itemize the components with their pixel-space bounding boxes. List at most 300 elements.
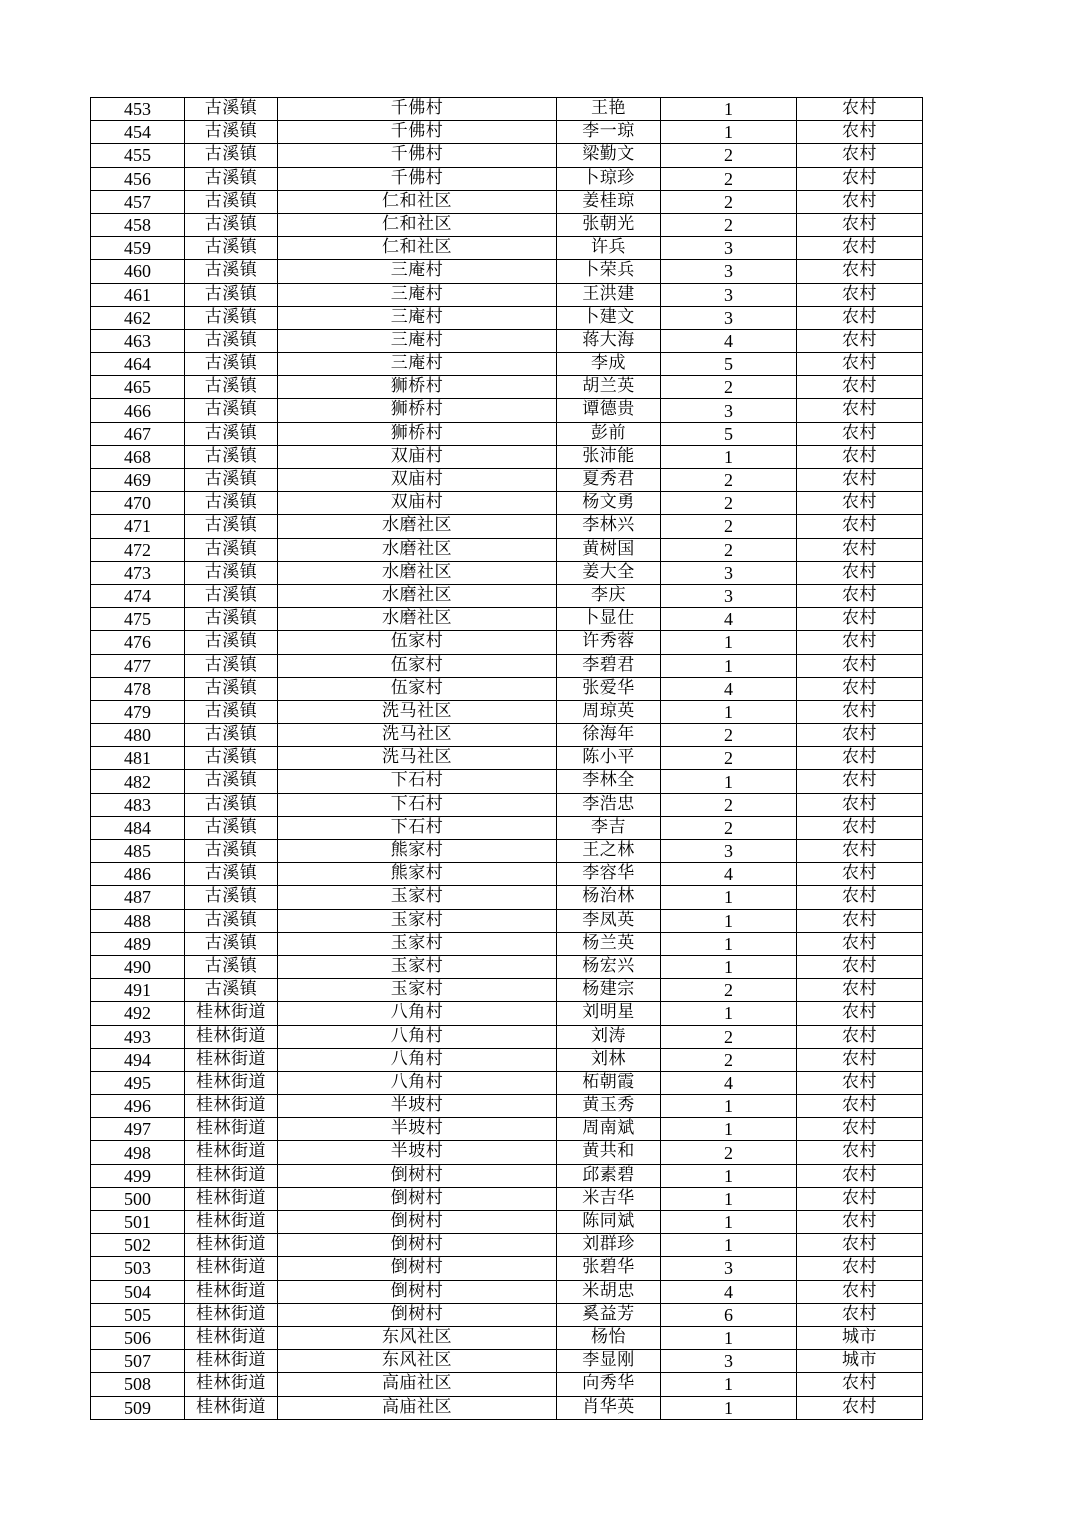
town-cell: 古溪镇 xyxy=(185,538,278,561)
town-cell: 古溪镇 xyxy=(185,631,278,654)
village-cell: 倒树村 xyxy=(278,1303,557,1326)
area-type-cell: 农村 xyxy=(797,1303,923,1326)
person-name-cell: 奚益芳 xyxy=(557,1303,661,1326)
household-count-cell: 4 xyxy=(661,329,797,352)
person-name-cell: 李吉 xyxy=(557,816,661,839)
village-cell: 倒树村 xyxy=(278,1234,557,1257)
person-name-cell: 姜桂琼 xyxy=(557,190,661,213)
village-cell: 下石村 xyxy=(278,770,557,793)
village-cell: 伍家村 xyxy=(278,654,557,677)
area-type-cell: 农村 xyxy=(797,863,923,886)
town-cell: 桂林街道 xyxy=(185,1095,278,1118)
town-cell: 桂林街道 xyxy=(185,1257,278,1280)
area-type-cell: 农村 xyxy=(797,515,923,538)
table-row xyxy=(91,770,923,793)
town-cell: 古溪镇 xyxy=(185,932,278,955)
area-type-cell: 农村 xyxy=(797,793,923,816)
area-type-cell: 农村 xyxy=(797,840,923,863)
person-name-cell: 李林全 xyxy=(557,770,661,793)
row-number-cell: 506 xyxy=(91,1326,185,1349)
household-count-cell: 4 xyxy=(661,863,797,886)
town-cell: 古溪镇 xyxy=(185,492,278,515)
village-cell: 水磨社区 xyxy=(278,561,557,584)
village-cell: 熊家村 xyxy=(278,840,557,863)
row-number-cell: 496 xyxy=(91,1095,185,1118)
row-number-cell: 474 xyxy=(91,584,185,607)
table-row xyxy=(91,1141,923,1164)
person-name-cell: 刘林 xyxy=(557,1048,661,1071)
area-type-cell: 农村 xyxy=(797,1025,923,1048)
person-name-cell: 刘明星 xyxy=(557,1002,661,1025)
table-row xyxy=(91,677,923,700)
table-row xyxy=(91,1164,923,1187)
area-type-cell: 农村 xyxy=(797,724,923,747)
row-number-cell: 454 xyxy=(91,121,185,144)
table-row xyxy=(91,561,923,584)
row-number-cell: 480 xyxy=(91,724,185,747)
household-count-cell: 2 xyxy=(661,724,797,747)
town-cell: 桂林街道 xyxy=(185,1002,278,1025)
row-number-cell: 495 xyxy=(91,1071,185,1094)
person-name-cell: 彭前 xyxy=(557,422,661,445)
table-row xyxy=(91,840,923,863)
household-count-cell: 1 xyxy=(661,1095,797,1118)
person-name-cell: 李浩忠 xyxy=(557,793,661,816)
village-cell: 洗马社区 xyxy=(278,747,557,770)
row-number-cell: 476 xyxy=(91,631,185,654)
household-count-cell: 2 xyxy=(661,469,797,492)
town-cell: 古溪镇 xyxy=(185,399,278,422)
area-type-cell: 农村 xyxy=(797,144,923,167)
village-cell: 八角村 xyxy=(278,1048,557,1071)
household-count-cell: 2 xyxy=(661,1025,797,1048)
area-type-cell: 农村 xyxy=(797,700,923,723)
table-row xyxy=(91,492,923,515)
row-number-cell: 487 xyxy=(91,886,185,909)
town-cell: 古溪镇 xyxy=(185,584,278,607)
table-row xyxy=(91,909,923,932)
village-cell: 倒树村 xyxy=(278,1280,557,1303)
town-cell: 古溪镇 xyxy=(185,445,278,468)
town-cell: 古溪镇 xyxy=(185,469,278,492)
household-count-cell: 1 xyxy=(661,770,797,793)
table-row xyxy=(91,1303,923,1326)
household-count-cell: 3 xyxy=(661,584,797,607)
household-count-cell: 3 xyxy=(661,561,797,584)
town-cell: 桂林街道 xyxy=(185,1396,278,1419)
village-cell: 倒树村 xyxy=(278,1187,557,1210)
household-count-cell: 2 xyxy=(661,213,797,236)
village-cell: 半坡村 xyxy=(278,1095,557,1118)
household-count-cell: 1 xyxy=(661,700,797,723)
row-number-cell: 456 xyxy=(91,167,185,190)
person-name-cell: 米胡忠 xyxy=(557,1280,661,1303)
area-type-cell: 城市 xyxy=(797,1326,923,1349)
table-row xyxy=(91,445,923,468)
row-number-cell: 500 xyxy=(91,1187,185,1210)
village-cell: 倒树村 xyxy=(278,1164,557,1187)
town-cell: 古溪镇 xyxy=(185,979,278,1002)
village-cell: 玉家村 xyxy=(278,955,557,978)
town-cell: 桂林街道 xyxy=(185,1025,278,1048)
area-type-cell: 农村 xyxy=(797,677,923,700)
village-cell: 水磨社区 xyxy=(278,584,557,607)
person-name-cell: 柘朝霞 xyxy=(557,1071,661,1094)
household-count-cell: 2 xyxy=(661,1141,797,1164)
household-count-cell: 1 xyxy=(661,886,797,909)
area-type-cell: 农村 xyxy=(797,955,923,978)
row-number-cell: 473 xyxy=(91,561,185,584)
area-type-cell: 农村 xyxy=(797,445,923,468)
area-type-cell: 农村 xyxy=(797,213,923,236)
row-number-cell: 486 xyxy=(91,863,185,886)
table-row xyxy=(91,1048,923,1071)
town-cell: 桂林街道 xyxy=(185,1326,278,1349)
area-type-cell: 农村 xyxy=(797,1234,923,1257)
row-number-cell: 459 xyxy=(91,237,185,260)
town-cell: 古溪镇 xyxy=(185,144,278,167)
person-name-cell: 徐海年 xyxy=(557,724,661,747)
person-name-cell: 刘群珍 xyxy=(557,1234,661,1257)
household-count-cell: 5 xyxy=(661,353,797,376)
town-cell: 桂林街道 xyxy=(185,1071,278,1094)
area-type-cell: 农村 xyxy=(797,1002,923,1025)
row-number-cell: 491 xyxy=(91,979,185,1002)
table-row xyxy=(91,376,923,399)
area-type-cell: 农村 xyxy=(797,886,923,909)
town-cell: 古溪镇 xyxy=(185,376,278,399)
town-cell: 古溪镇 xyxy=(185,654,278,677)
village-cell: 伍家村 xyxy=(278,631,557,654)
household-count-cell: 1 xyxy=(661,1373,797,1396)
table-row xyxy=(91,1118,923,1141)
table-row xyxy=(91,1373,923,1396)
town-cell: 古溪镇 xyxy=(185,213,278,236)
person-name-cell: 李显刚 xyxy=(557,1350,661,1373)
village-cell: 八角村 xyxy=(278,1025,557,1048)
table-row xyxy=(91,654,923,677)
village-cell: 千佛村 xyxy=(278,98,557,121)
town-cell: 桂林街道 xyxy=(185,1234,278,1257)
person-name-cell: 张碧华 xyxy=(557,1257,661,1280)
village-cell: 玉家村 xyxy=(278,886,557,909)
village-cell: 玉家村 xyxy=(278,979,557,1002)
row-number-cell: 475 xyxy=(91,608,185,631)
person-name-cell: 黄玉秀 xyxy=(557,1095,661,1118)
household-count-cell: 2 xyxy=(661,538,797,561)
person-name-cell: 黄树国 xyxy=(557,538,661,561)
person-name-cell: 李庆 xyxy=(557,584,661,607)
town-cell: 古溪镇 xyxy=(185,793,278,816)
row-number-cell: 497 xyxy=(91,1118,185,1141)
row-number-cell: 458 xyxy=(91,213,185,236)
person-name-cell: 张朝光 xyxy=(557,213,661,236)
household-count-cell: 2 xyxy=(661,376,797,399)
village-cell: 八角村 xyxy=(278,1002,557,1025)
town-cell: 古溪镇 xyxy=(185,98,278,121)
village-cell: 熊家村 xyxy=(278,863,557,886)
household-count-cell: 1 xyxy=(661,932,797,955)
village-cell: 三庵村 xyxy=(278,283,557,306)
table-row xyxy=(91,213,923,236)
household-count-cell: 2 xyxy=(661,144,797,167)
village-cell: 千佛村 xyxy=(278,144,557,167)
row-number-cell: 461 xyxy=(91,283,185,306)
row-number-cell: 464 xyxy=(91,353,185,376)
person-name-cell: 王洪建 xyxy=(557,283,661,306)
person-name-cell: 蒋大海 xyxy=(557,329,661,352)
town-cell: 古溪镇 xyxy=(185,886,278,909)
town-cell: 古溪镇 xyxy=(185,260,278,283)
row-number-cell: 479 xyxy=(91,700,185,723)
household-count-cell: 2 xyxy=(661,190,797,213)
person-name-cell: 杨文勇 xyxy=(557,492,661,515)
town-cell: 古溪镇 xyxy=(185,561,278,584)
village-cell: 半坡村 xyxy=(278,1118,557,1141)
person-name-cell: 卜荣兵 xyxy=(557,260,661,283)
table-row xyxy=(91,863,923,886)
area-type-cell: 农村 xyxy=(797,770,923,793)
household-count-cell: 1 xyxy=(661,121,797,144)
village-cell: 三庵村 xyxy=(278,353,557,376)
town-cell: 桂林街道 xyxy=(185,1280,278,1303)
row-number-cell: 470 xyxy=(91,492,185,515)
area-type-cell: 农村 xyxy=(797,747,923,770)
row-number-cell: 481 xyxy=(91,747,185,770)
table-row xyxy=(91,955,923,978)
village-cell: 玉家村 xyxy=(278,932,557,955)
person-name-cell: 杨怡 xyxy=(557,1326,661,1349)
table-row xyxy=(91,237,923,260)
table-row xyxy=(91,631,923,654)
town-cell: 古溪镇 xyxy=(185,863,278,886)
table-row xyxy=(91,1326,923,1349)
town-cell: 古溪镇 xyxy=(185,770,278,793)
table-row xyxy=(91,538,923,561)
village-cell: 玉家村 xyxy=(278,909,557,932)
area-type-cell: 农村 xyxy=(797,353,923,376)
person-name-cell: 谭德贵 xyxy=(557,399,661,422)
village-cell: 倒树村 xyxy=(278,1211,557,1234)
household-count-cell: 1 xyxy=(661,98,797,121)
village-cell: 洗马社区 xyxy=(278,700,557,723)
area-type-cell: 农村 xyxy=(797,1141,923,1164)
row-number-cell: 505 xyxy=(91,1303,185,1326)
row-number-cell: 501 xyxy=(91,1211,185,1234)
table-row xyxy=(91,1095,923,1118)
town-cell: 桂林街道 xyxy=(185,1350,278,1373)
village-cell: 三庵村 xyxy=(278,306,557,329)
household-count-cell: 1 xyxy=(661,1396,797,1419)
row-number-cell: 478 xyxy=(91,677,185,700)
person-name-cell: 卜琼珍 xyxy=(557,167,661,190)
village-cell: 双庙村 xyxy=(278,492,557,515)
village-cell: 狮桥村 xyxy=(278,399,557,422)
household-count-cell: 2 xyxy=(661,979,797,1002)
area-type-cell: 农村 xyxy=(797,376,923,399)
person-name-cell: 肖华英 xyxy=(557,1396,661,1419)
household-count-cell: 3 xyxy=(661,260,797,283)
table-row xyxy=(91,1396,923,1419)
village-cell: 千佛村 xyxy=(278,121,557,144)
person-name-cell: 梁勤文 xyxy=(557,144,661,167)
household-count-cell: 4 xyxy=(661,677,797,700)
household-count-cell: 1 xyxy=(661,1234,797,1257)
household-count-cell: 2 xyxy=(661,515,797,538)
table-row xyxy=(91,816,923,839)
table-row xyxy=(91,886,923,909)
household-count-cell: 5 xyxy=(661,422,797,445)
person-name-cell: 杨建宗 xyxy=(557,979,661,1002)
person-name-cell: 李林兴 xyxy=(557,515,661,538)
row-number-cell: 494 xyxy=(91,1048,185,1071)
town-cell: 桂林街道 xyxy=(185,1303,278,1326)
area-type-cell: 农村 xyxy=(797,1118,923,1141)
person-name-cell: 周南斌 xyxy=(557,1118,661,1141)
area-type-cell: 农村 xyxy=(797,283,923,306)
row-number-cell: 477 xyxy=(91,654,185,677)
area-type-cell: 农村 xyxy=(797,816,923,839)
person-name-cell: 许兵 xyxy=(557,237,661,260)
area-type-cell: 农村 xyxy=(797,260,923,283)
area-type-cell: 农村 xyxy=(797,1048,923,1071)
household-count-cell: 2 xyxy=(661,492,797,515)
table-row xyxy=(91,329,923,352)
town-cell: 桂林街道 xyxy=(185,1211,278,1234)
table-row xyxy=(91,747,923,770)
village-cell: 半坡村 xyxy=(278,1141,557,1164)
area-type-cell: 农村 xyxy=(797,1211,923,1234)
village-cell: 双庙村 xyxy=(278,469,557,492)
person-name-cell: 李一琼 xyxy=(557,121,661,144)
table-row xyxy=(91,260,923,283)
area-type-cell: 农村 xyxy=(797,237,923,260)
roster-sheet xyxy=(90,97,923,1420)
town-cell: 古溪镇 xyxy=(185,237,278,260)
village-cell: 高庙社区 xyxy=(278,1373,557,1396)
row-number-cell: 502 xyxy=(91,1234,185,1257)
area-type-cell: 农村 xyxy=(797,1396,923,1419)
row-number-cell: 455 xyxy=(91,144,185,167)
town-cell: 古溪镇 xyxy=(185,955,278,978)
person-name-cell: 张沛能 xyxy=(557,445,661,468)
household-count-cell: 1 xyxy=(661,1118,797,1141)
village-cell: 八角村 xyxy=(278,1071,557,1094)
town-cell: 古溪镇 xyxy=(185,306,278,329)
household-count-cell: 3 xyxy=(661,237,797,260)
area-type-cell: 农村 xyxy=(797,561,923,584)
row-number-cell: 467 xyxy=(91,422,185,445)
table-row xyxy=(91,399,923,422)
household-count-cell: 3 xyxy=(661,1257,797,1280)
town-cell: 桂林街道 xyxy=(185,1048,278,1071)
village-cell: 水磨社区 xyxy=(278,608,557,631)
household-count-cell: 3 xyxy=(661,1350,797,1373)
row-number-cell: 465 xyxy=(91,376,185,399)
village-cell: 下石村 xyxy=(278,793,557,816)
area-type-cell: 农村 xyxy=(797,190,923,213)
household-count-cell: 2 xyxy=(661,747,797,770)
person-name-cell: 张爱华 xyxy=(557,677,661,700)
household-count-cell: 1 xyxy=(661,1326,797,1349)
table-row xyxy=(91,283,923,306)
area-type-cell: 农村 xyxy=(797,1187,923,1210)
area-type-cell: 农村 xyxy=(797,538,923,561)
table-row xyxy=(91,1002,923,1025)
person-name-cell: 陈同斌 xyxy=(557,1211,661,1234)
row-number-cell: 471 xyxy=(91,515,185,538)
area-type-cell: 农村 xyxy=(797,1280,923,1303)
village-cell: 洗马社区 xyxy=(278,724,557,747)
town-cell: 古溪镇 xyxy=(185,816,278,839)
area-type-cell: 农村 xyxy=(797,1071,923,1094)
town-cell: 桂林街道 xyxy=(185,1118,278,1141)
area-type-cell: 农村 xyxy=(797,469,923,492)
person-name-cell: 米吉华 xyxy=(557,1187,661,1210)
table-row xyxy=(91,144,923,167)
town-cell: 古溪镇 xyxy=(185,909,278,932)
person-name-cell: 姜大全 xyxy=(557,561,661,584)
household-count-cell: 2 xyxy=(661,1048,797,1071)
village-cell: 水磨社区 xyxy=(278,538,557,561)
village-cell: 三庵村 xyxy=(278,329,557,352)
household-count-cell: 1 xyxy=(661,1002,797,1025)
person-name-cell: 王之林 xyxy=(557,840,661,863)
person-name-cell: 许秀蓉 xyxy=(557,631,661,654)
table-row xyxy=(91,469,923,492)
area-type-cell: 农村 xyxy=(797,399,923,422)
household-count-cell: 6 xyxy=(661,1303,797,1326)
town-cell: 桂林街道 xyxy=(185,1373,278,1396)
village-cell: 双庙村 xyxy=(278,445,557,468)
area-type-cell: 农村 xyxy=(797,584,923,607)
area-type-cell: 农村 xyxy=(797,1164,923,1187)
area-type-cell: 农村 xyxy=(797,492,923,515)
table-row xyxy=(91,700,923,723)
row-number-cell: 509 xyxy=(91,1396,185,1419)
village-cell: 仁和社区 xyxy=(278,190,557,213)
village-cell: 东风社区 xyxy=(278,1350,557,1373)
household-count-cell: 4 xyxy=(661,1071,797,1094)
town-cell: 古溪镇 xyxy=(185,329,278,352)
household-count-cell: 1 xyxy=(661,1211,797,1234)
town-cell: 桂林街道 xyxy=(185,1187,278,1210)
table-row xyxy=(91,515,923,538)
person-name-cell: 杨治林 xyxy=(557,886,661,909)
row-number-cell: 463 xyxy=(91,329,185,352)
household-count-cell: 2 xyxy=(661,167,797,190)
village-cell: 三庵村 xyxy=(278,260,557,283)
area-type-cell: 农村 xyxy=(797,98,923,121)
household-count-cell: 1 xyxy=(661,1187,797,1210)
person-name-cell: 胡兰英 xyxy=(557,376,661,399)
table-row xyxy=(91,584,923,607)
household-count-cell: 1 xyxy=(661,955,797,978)
village-cell: 狮桥村 xyxy=(278,422,557,445)
table-row xyxy=(91,724,923,747)
town-cell: 古溪镇 xyxy=(185,747,278,770)
person-name-cell: 李凤英 xyxy=(557,909,661,932)
table-row xyxy=(91,121,923,144)
town-cell: 古溪镇 xyxy=(185,422,278,445)
row-number-cell: 489 xyxy=(91,932,185,955)
household-count-cell: 1 xyxy=(661,445,797,468)
household-count-cell: 1 xyxy=(661,631,797,654)
person-name-cell: 陈小平 xyxy=(557,747,661,770)
village-cell: 倒树村 xyxy=(278,1257,557,1280)
person-name-cell: 卜建文 xyxy=(557,306,661,329)
household-count-cell: 1 xyxy=(661,909,797,932)
